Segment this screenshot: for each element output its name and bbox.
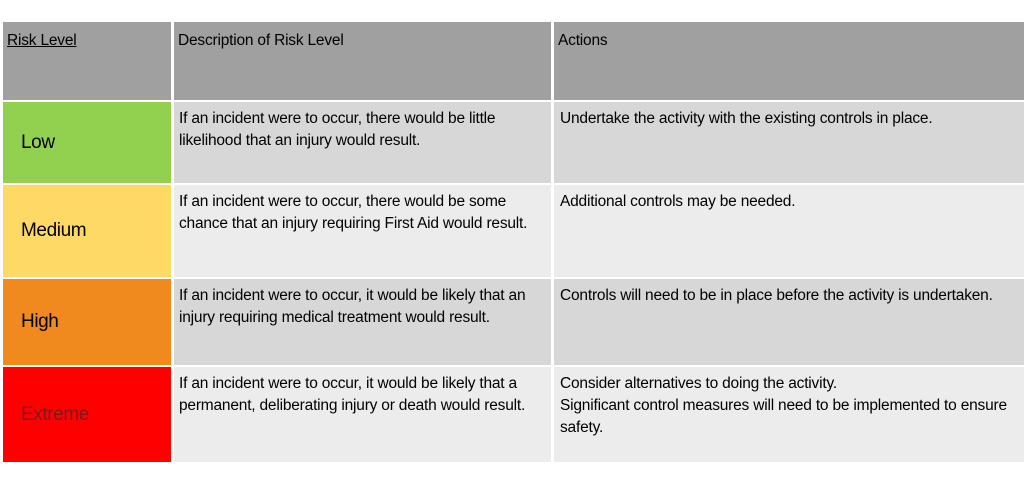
action-text: Additional controls may be needed. — [560, 193, 796, 210]
actions-high — [554, 279, 1024, 365]
actions-extreme — [554, 367, 1024, 462]
description-extreme: If an incident were to occur, it would be likely that a permanent, deliberating injury or death would result. — [174, 367, 551, 462]
action-text: Consider alternatives to doing the activity. — [560, 375, 837, 392]
actions-low — [554, 102, 1024, 183]
risk-level-medium: Medium — [3, 185, 171, 277]
header-actions: Actions — [554, 22, 1024, 100]
risk-level-extreme: Extreme — [3, 367, 171, 462]
risk-level-high: High — [3, 279, 171, 365]
description-medium: If an incident were to occur, there would be some chance that an injury requiring First Aid would result. — [174, 185, 551, 277]
risk-level-low: Low — [3, 102, 171, 183]
risk-matrix-table — [3, 22, 1023, 462]
action-text: Controls will need to be in place before the activity is undertaken. — [560, 287, 993, 304]
actions-medium — [554, 185, 1024, 277]
header-risk-level: Risk Level — [3, 22, 171, 100]
action-text: Undertake the activity with the existing controls in place. — [560, 110, 933, 127]
description-high: If an incident were to occur, it would be likely that an injury requiring medical treatment would result. — [174, 279, 551, 365]
action-text: Significant control measures will need to be implemented to ensure safety. — [560, 397, 1007, 436]
description-low: If an incident were to occur, there would be little likelihood that an injury would result. — [174, 102, 551, 183]
header-description: Description of Risk Level — [174, 22, 551, 100]
